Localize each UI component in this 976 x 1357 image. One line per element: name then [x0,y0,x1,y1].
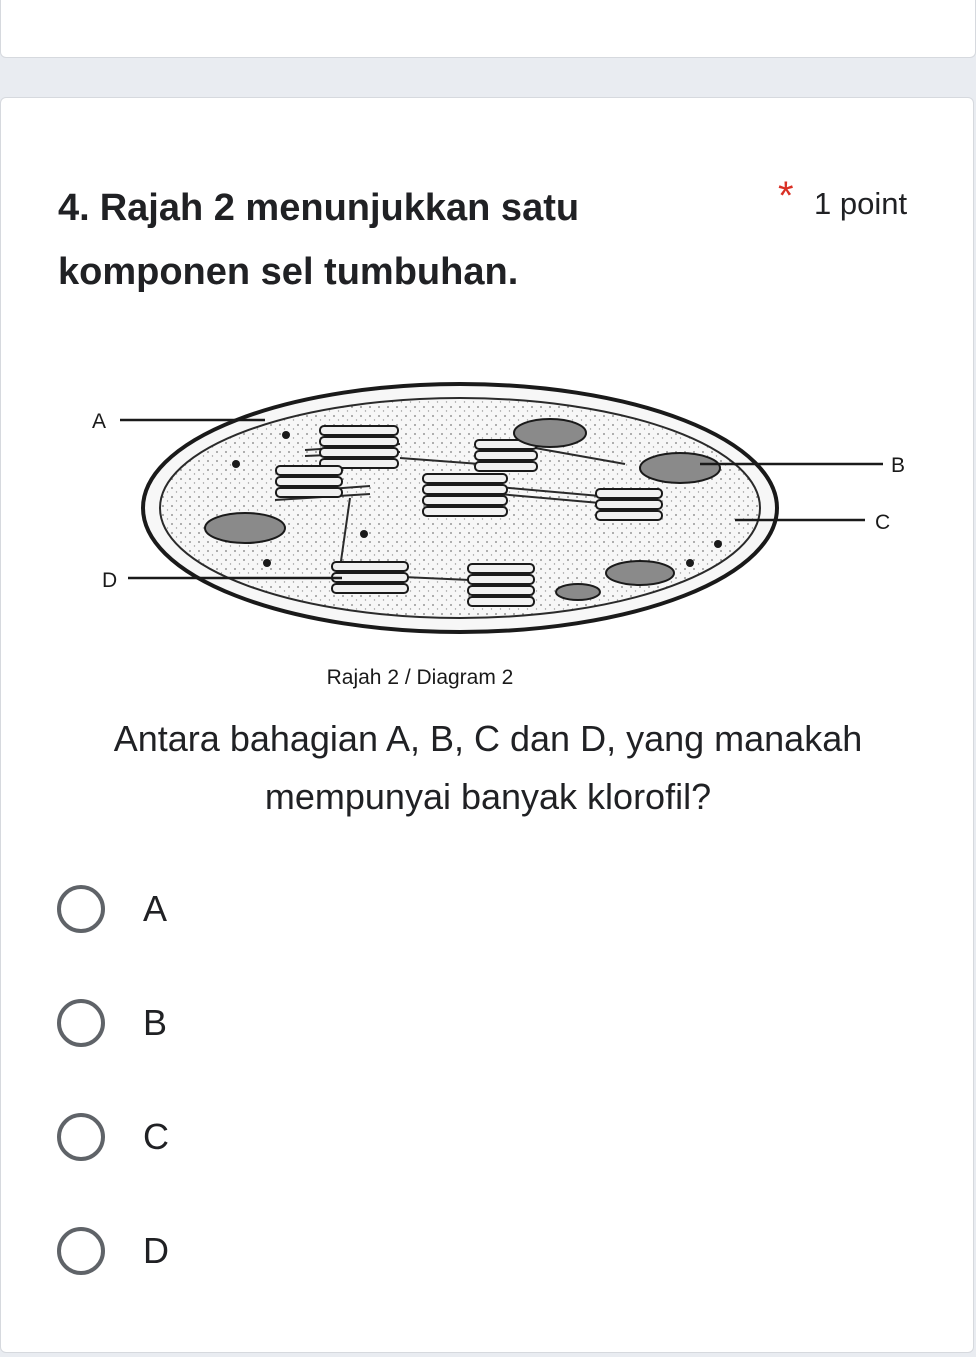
previous-question-card [0,0,976,58]
question-title [58,176,698,304]
chloroplast-diagram [80,378,920,708]
diagram-label-b: B [891,454,906,477]
radio-button[interactable] [57,885,105,933]
radio-button[interactable] [57,999,105,1047]
granum-stack-6 [332,562,408,593]
option-a[interactable] [57,852,169,966]
radio-button[interactable] [57,1227,105,1275]
diagram-label-a: A [92,410,107,433]
question-title-text: Rajah 2 menunjukkan satu komponen sel tumbuhan. [58,187,580,293]
question-text: Antara bahagian A, B, C dan D, yang manakah mempunyai banyak klorofil? [113,718,863,817]
option-label: B [143,1002,168,1043]
granum-stack-5 [596,489,662,520]
question-number: 4. [58,187,90,229]
question-points: 1 point [814,186,908,221]
option-d[interactable] [57,1194,169,1308]
granum-stack-2 [276,466,342,497]
granum-stack-7 [468,564,534,606]
granum-stack-4 [423,474,507,516]
option-label: A [143,888,168,929]
required-asterisk: * [778,174,794,218]
option-b[interactable] [57,966,169,1080]
option-label: C [143,1116,169,1157]
granum-stack-1 [320,426,398,468]
diagram-caption: Rajah 2 / Diagram 2 [326,666,514,689]
radio-button[interactable] [57,1113,105,1161]
option-label: D [143,1230,169,1271]
diagram-label-c: C [875,511,891,534]
option-c[interactable] [57,1080,169,1194]
answer-options [57,852,169,1308]
diagram-label-d: D [102,569,118,592]
